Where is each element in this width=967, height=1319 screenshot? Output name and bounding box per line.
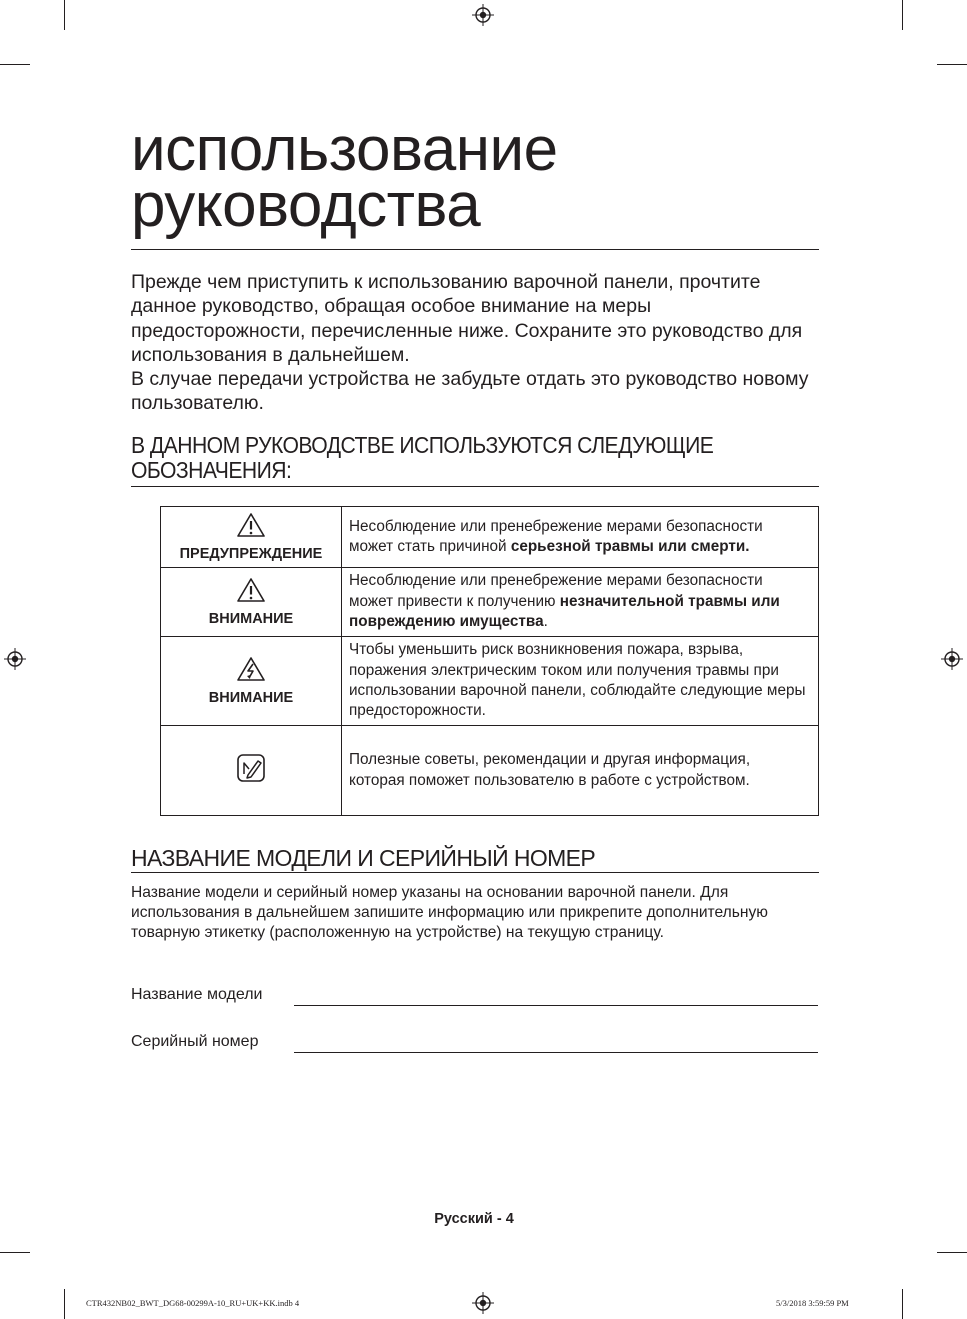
warning-triangle-icon	[236, 577, 266, 603]
title-rule	[131, 249, 819, 250]
file-slug: CTR432NB02_BWT_DG68-00299A-10_RU+UK+KK.indb 4	[86, 1298, 300, 1308]
serial-number-field[interactable]	[294, 1052, 818, 1053]
symbol-description	[342, 568, 819, 637]
model-heading-rule	[131, 872, 819, 873]
table-row	[161, 507, 819, 568]
registration-mark-icon	[472, 4, 494, 26]
symbol-description	[342, 507, 819, 568]
symbol-icon-cell	[161, 507, 342, 568]
symbol-description-text: Несоблюдение или пренебрежение мерами безопасности может привести к получению	[349, 572, 763, 610]
warning-triangle-icon	[236, 512, 266, 538]
model-name-label: Название модели	[131, 986, 263, 1003]
crop-mark	[0, 64, 30, 65]
symbols-heading	[131, 433, 830, 483]
page-title	[131, 115, 558, 240]
symbol-label: ВНИМАНИЕ	[208, 610, 294, 627]
symbol-description-emphasis: серьезной травмы или смерти.	[510, 538, 750, 555]
symbol-label: ВНИМАНИЕ	[208, 689, 294, 706]
registration-mark-icon	[472, 1292, 494, 1314]
page-number: Русский - 4	[434, 1211, 514, 1227]
crop-mark	[937, 1252, 967, 1253]
print-timestamp: 5/3/2018 3:59:59 PM	[776, 1298, 849, 1308]
electric-shock-triangle-icon	[236, 656, 266, 682]
symbol-description-emphasis: незначительной травмы или повреждению имущества	[349, 592, 780, 631]
table-row	[161, 726, 819, 816]
symbols-table	[160, 506, 819, 816]
symbols-heading-line2: ОБОЗНАЧЕНИЯ:	[131, 457, 292, 483]
symbol-icon-cell	[161, 726, 342, 816]
crop-mark	[902, 0, 903, 30]
table-row	[161, 568, 819, 637]
model-heading: НАЗВАНИЕ МОДЕЛИ И СЕРИЙНЫЙ НОМЕР	[131, 845, 596, 871]
symbol-description-text: Несоблюдение или пренебрежение мерами безопасности может стать причиной	[349, 517, 763, 555]
symbols-heading-rule	[131, 486, 819, 487]
serial-number-label: Серийный номер	[131, 1033, 259, 1050]
symbol-description	[342, 637, 819, 726]
registration-mark-icon	[941, 648, 963, 670]
note-pencil-icon	[236, 753, 266, 783]
symbol-icon-cell	[161, 568, 342, 637]
symbol-description-tail: .	[543, 613, 548, 631]
page-title-line1: использование	[131, 115, 558, 184]
symbols-heading-line1: В ДАННОМ РУКОВОДСТВЕ ИСПОЛЬЗУЮТСЯ СЛЕДУЮЩИЕ	[131, 432, 714, 458]
symbol-label: ПРЕДУПРЕЖДЕНИЕ	[179, 545, 323, 562]
model-description: Название модели и серийный номер указаны на основании варочной панели. Для использования в дальнейшем запишите информацию или прикрепите дополнительную товарную этикетку (расположенную на устройстве) на текущую страницу.	[131, 884, 768, 941]
intro-paragraph: Прежде чем приступить к использованию варочной панели, прочтите данное руководство, обращая особое внимание на меры предосторожности, перечисленные ниже. Сохраните это руководство для использования в дальнейшем.	[131, 271, 803, 366]
symbol-icon-cell	[161, 637, 342, 726]
table-row	[161, 637, 819, 726]
model-name-field[interactable]	[294, 1005, 818, 1006]
crop-mark	[0, 1252, 30, 1253]
intro-text	[131, 270, 821, 416]
symbol-description-text: Чтобы уменьшить риск возникновения пожара, взрыва, поражения электрическим током или получения травмы при использовании варочной панели, соблюдайте следующие меры предосторожности.	[349, 641, 806, 720]
crop-mark	[937, 64, 967, 65]
intro-paragraph: В случае передачи устройства не забудьте отдать это руководство новому пользователю.	[131, 368, 809, 415]
symbol-description-text: Полезные советы, рекомендации и другая информация, которая поможет пользователю в работе с устройством.	[349, 751, 751, 789]
crop-mark	[64, 1289, 65, 1319]
symbol-description	[342, 726, 819, 816]
registration-mark-icon	[4, 648, 26, 670]
crop-mark	[64, 0, 65, 30]
crop-mark	[902, 1289, 903, 1319]
page-title-line2: руководства	[131, 171, 481, 240]
